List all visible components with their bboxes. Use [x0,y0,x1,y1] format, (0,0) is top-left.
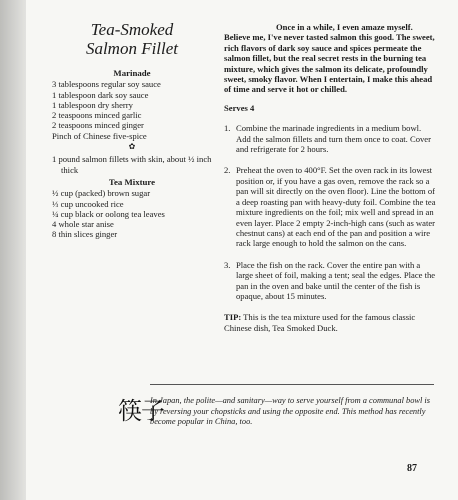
serves-count: Serves 4 [224,102,255,113]
recipe-title [52,20,212,58]
ingredient-item: ⅓ cup uncooked rice [52,198,124,209]
sidebar-divider [150,384,434,385]
sidebar-note: In Japan, the polite—and sanitary—way to serve yourself from a communal bowl is by reversing your chopsticks and using the opposite end. This method has recently become popular in China, too. [150,396,430,427]
ingredient-item: ½ cup (packed) brown sugar [52,188,151,199]
step-text: Place the fish on the rack. Cover the entire pan with a large sheet of foil, making a tent; seal the edges. Place the pan in the oven and bake until the center of the fish is opaque, about 15 minutes. [236,259,436,301]
chopsticks-characters: 筷子 [118,397,164,425]
ingredient-item: 3 tablespoons regular soy sauce [52,79,161,90]
step-number: 3. [224,259,231,270]
step-number: 2. [224,165,231,176]
ingredient-item: 2 teaspoons minced garlic [52,110,142,121]
ingredient-item: 1 tablespoon dry sherry [52,99,133,110]
recipe-title-line-1: Tea-Smoked [90,20,174,39]
ingredient-item: 2 teaspoons minced ginger [52,120,144,131]
ingredient-item: 1 tablespoon dark soy sauce [52,89,149,100]
salmon-ingredient: 1 pound salmon fillets with skin, about ½ inch thick [52,154,212,175]
page-number: 87 [407,463,417,474]
ingredient-item: 4 whole star anise [52,219,114,230]
marinade-heading: Marinade [113,68,151,78]
tea-mixture-list [52,188,212,239]
ingredient-item: ¼ cup black or oolong tea leaves [52,208,165,219]
method-column [224,22,436,333]
ingredients-column [52,20,212,240]
steps-list [224,123,436,301]
step-number: 1. [224,123,231,134]
recipe-tip [224,312,436,333]
tip-text: This is the tea mixture used for the famous classic Chinese dish, Tea Smoked Duck. [224,312,416,333]
recipe-title-line-2: Salmon Fillet [85,39,179,58]
book-gutter [0,0,26,500]
step-item [224,123,436,154]
ingredient-item: Pinch of Chinese five-spice [52,130,147,141]
step-text: Preheat the oven to 400°F. Set the oven rack in its lowest position or, if you have a gas oven, remove the rack so a pan will sit directly on the oven floor). Line the bottom of a deep roasting pan with heavy-duty foil. Combine the tea mixture ingredients on the foil; mix well and spread in an even layer. Place 2 empty 2-inch-high cans (such as water chestnut cans) at each end of the pan and position a wire rack large enough to hold the salmon on the cans. [236,165,436,249]
recipe-intro: Once in a while, I even amaze myself. Believe me, I've never tasted salmon this good. The sweet, rich flavors of dark soy sauce and spices permeate the salmon fillet, but the real secret rests in the burning tea mixture, which gives the salmon its delicate, profoundly sweet, smoky flavor. When I entertain, I make this ahead of time and serve it hot or chilled. [224,22,435,95]
step-item [224,260,436,302]
tea-mixture-heading: Tea Mixture [108,176,156,187]
ingredient-item: 8 thin slices ginger [52,229,118,240]
tip-label: TIP: [224,312,242,323]
flower-divider-icon: ✿ [128,142,136,152]
step-item [224,165,436,248]
marinade-list [52,79,212,141]
step-text: Combine the marinade ingredients in a medium bowl. Add the salmon fillets and turn them once to coat. Cover and refrigerate for 2 hours. [236,123,431,155]
